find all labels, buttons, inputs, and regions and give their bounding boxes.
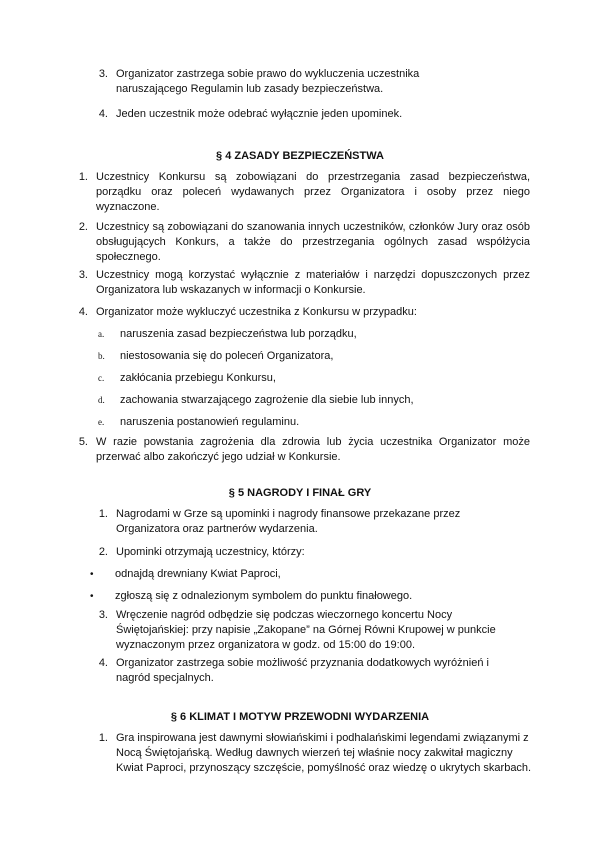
item-text: Upominki otrzymają uczestnicy, którzy: [116, 546, 305, 558]
sub-item-letter: a. [98, 329, 105, 339]
sub-list-item [98, 415, 518, 430]
item-text: Organizator zastrzega sobie możliwość przyznania dodatkowych wyróżnień i nagród specjalnych. [116, 657, 489, 684]
section-5-heading: § 5 NAGRODY I FINAŁ GRY [228, 487, 372, 499]
item-text: Wręczenie nagród odbędzie się podczas wieczornego koncertu Nocy Świętojańskiej: przy napisie „Zakopane” na Górnej Równi Krupowej w punkcie wyznaczonym przez organizatora w godz. od 15:00 do 19:00. [116, 609, 496, 651]
item-number: 4. [98, 108, 108, 120]
item-number: 5. [78, 436, 88, 448]
bullet-icon: • [90, 569, 94, 580]
item-number: 3. [98, 68, 108, 80]
sub-list-item [98, 371, 518, 386]
sub-item-text: zakłócania przebiegu Konkursu, [120, 372, 276, 384]
item-number: 1. [78, 171, 88, 183]
item-text: Organizator zastrzega sobie prawo do wykluczenia uczestnika naruszającego Regulamin lub zasady bezpieczeństwa. [116, 68, 420, 95]
item-number: 3. [98, 609, 108, 621]
sub-item-letter: b. [98, 351, 105, 361]
list-item [90, 731, 535, 776]
sub-list-item [98, 327, 518, 342]
bullet-icon: • [90, 591, 94, 602]
item-number: 3. [78, 269, 88, 281]
bullet-text: odnajdą drewniany Kwiat Paproci, [115, 568, 281, 580]
sub-item-text: naruszenia postanowień regulaminu. [120, 416, 300, 428]
list-item [90, 656, 510, 686]
sub-item-text: zachowania stwarzającego zagrożenie dla siebie lub innych, [120, 394, 414, 406]
list-item [90, 608, 520, 653]
item-number: 1. [98, 732, 108, 744]
item-text: Nagrodami w Grze są upominki i nagrody finansowe przekazane przez Organizatora oraz partnerów wydarzenia. [116, 508, 461, 535]
item-number: 4. [78, 306, 88, 318]
list-item [90, 107, 470, 122]
sub-item-letter: c. [98, 373, 105, 383]
list-item [70, 268, 530, 298]
list-item [70, 220, 530, 265]
item-text: Uczestnicy są zobowiązani do szanowania innych uczestników, członków Jury oraz osób obsługujących Konkurs, a także do przestrzegania ogólnych zasad współżycia społecznego. [96, 221, 530, 263]
bullet-item [90, 589, 510, 604]
item-text: Organizator może wykluczyć uczestnika z Konkursu w przypadku: [96, 306, 417, 318]
list-item [90, 507, 485, 537]
sub-item-letter: d. [98, 395, 105, 405]
item-number: 2. [78, 221, 88, 233]
sub-item-text: niestosowania się do poleceń Organizatora, [120, 350, 334, 362]
list-item [70, 305, 530, 320]
item-number: 1. [98, 508, 108, 520]
item-number: 4. [98, 657, 108, 669]
list-item [90, 545, 485, 560]
bullet-text: zgłoszą się z odnalezionym symbolem do punktu finałowego. [115, 590, 413, 602]
bullet-item [90, 567, 510, 582]
list-item [90, 67, 470, 97]
item-number: 2. [98, 546, 108, 558]
list-item [70, 170, 530, 215]
item-text: Gra inspirowana jest dawnymi słowiańskimi i podhalańskimi legendami związanymi z Nocą Świętojańską. Według dawnych wierzeń tej właśnie nocy zakwitał magiczny Kwiat Paproci, przynoszący szczęście, pomyślność oraz wiedzę o ukrytych skarbach. [116, 732, 532, 774]
list-item [70, 435, 530, 465]
sub-item-letter: e. [98, 417, 105, 427]
item-text: W razie powstania zagrożenia dla zdrowia lub życia uczestnika Organizator może przerwać albo zakończyć jego udział w Konkursie. [96, 436, 530, 463]
section-6-heading: § 6 KLIMAT I MOTYW PRZEWODNI WYDARZENIA [170, 711, 430, 723]
sub-item-text: naruszenia zasad bezpieczeństwa lub porządku, [120, 328, 357, 340]
item-text: Jeden uczestnik może odebrać wyłącznie jeden upominek. [116, 108, 403, 120]
item-text: Uczestnicy Konkursu są zobowiązani do przestrzegania zasad bezpieczeństwa, porządku oraz poleceń wydawanych przez Organizatora i osoby przez niego wyznaczone. [96, 171, 530, 213]
section-4-heading: § 4 ZASADY BEZPIECZEŃSTWA [216, 150, 384, 162]
sub-list-item [98, 393, 518, 408]
sub-list-item [98, 349, 518, 364]
item-text: Uczestnicy mogą korzystać wyłącznie z materiałów i narzędzi dopuszczonych przez Organizatora lub wskazanych w informacji o Konkursie. [96, 269, 530, 296]
